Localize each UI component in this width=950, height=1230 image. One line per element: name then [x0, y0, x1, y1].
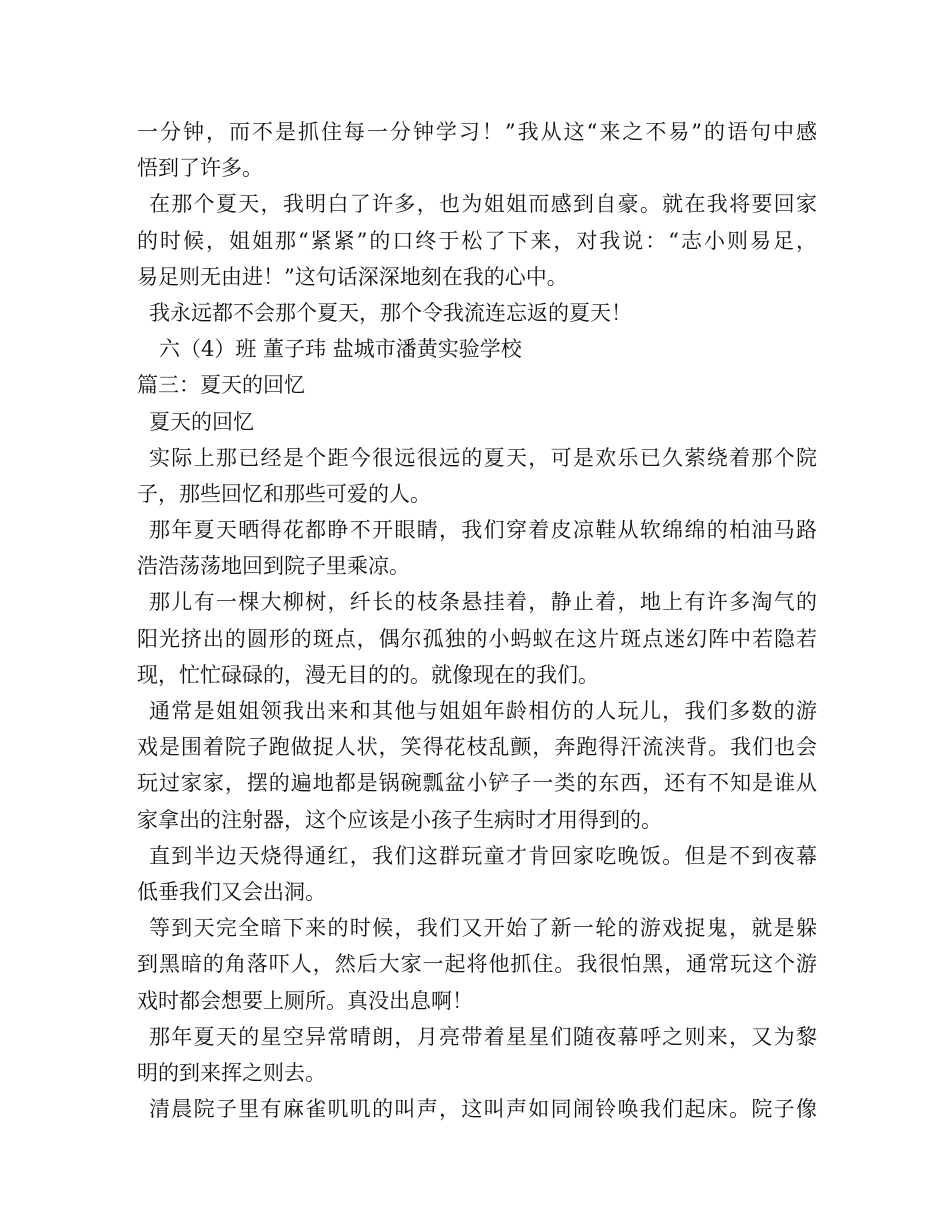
text-line: 戏是围着院子跑做捉人状，笑得花枝乱颤，奔跑得汗流浃背。我们也会 — [137, 735, 817, 760]
text-line: 玩过家家，摆的遍地都是锅碗瓢盆小铲子一类的东西，还有不知是谁从 — [137, 771, 817, 796]
text-line: 明的到来挥之则去。 — [137, 1060, 326, 1085]
text-line: 子，那些回忆和那些可爱的人。 — [137, 481, 431, 506]
paragraph-line: 那儿有一棵大柳树，纤长的枝条悬挂着，静止着，地上有许多淘气的 — [149, 590, 817, 615]
essay-title: 夏天的回忆 — [149, 409, 254, 434]
paragraph-line: 通常是姐姐领我出来和其他与姐姐年龄相仿的人玩儿，我们多数的游 — [149, 699, 817, 723]
text-line: 家拿出的注射器，这个应该是小孩子生病时才用得到的。 — [137, 807, 662, 832]
paragraph-line: 实际上那已经是个距今很远很远的夏天，可是欢乐已久萦绕着那个院 — [149, 445, 817, 470]
section-heading: 篇三：夏天的回忆 — [137, 373, 305, 398]
paragraph-line: 在那个夏天，我明白了许多，也为姐姐而感到自豪。就在我将要回家 — [149, 192, 817, 217]
text-line: 易足则无由进！”这句话深深地刻在我的心中。 — [137, 264, 568, 289]
paragraph-line: 那年夏天的星空异常晴朗，月亮带着星星们随夜幕呼之则来，又为黎 — [149, 1024, 817, 1049]
text-line: 的时候，姐姐那“紧紧”的口终于松了下来，对我说：“志小则易足， — [137, 228, 817, 253]
paragraph-line: 那年夏天晒得花都睁不开眼睛，我们穿着皮凉鞋从软绵绵的柏油马路 — [149, 518, 817, 543]
text-line: 现，忙忙碌碌的，漫无目的的。就像现在的我们。 — [137, 662, 599, 687]
text-line: 到黑暗的角落吓人，然后大家一起将他抓住。我很怕黑，通常玩这个游 — [137, 952, 817, 977]
text-line: 悟到了许多。 — [137, 156, 263, 181]
paragraph-line: 等到天完全暗下来的时候，我们又开始了新一轮的游戏捉鬼，就是躲 — [149, 916, 817, 941]
text-line: 低垂我们又会出洞。 — [137, 879, 326, 904]
text-line: 一分钟，而不是抓住每一分钟学习！”我从这“来之不易”的语句中感 — [137, 120, 817, 144]
paragraph-line: 我永远都不会那个夏天，那个令我流连忘返的夏天！ — [149, 300, 632, 325]
author-byline: 六（4）班 董子玮 盐城市潘黄实验学校 — [159, 337, 522, 362]
paragraph-line: 直到半边天烧得通红，我们这群玩童才肯回家吃晚饭。但是不到夜幕 — [149, 843, 817, 868]
document-body — [137, 114, 817, 1127]
text-line: 阳光挤出的圆形的斑点，偶尔孤独的小蚂蚁在这片斑点迷幻阵中若隐若 — [137, 626, 817, 651]
text-line: 浩浩荡荡地回到院子里乘凉。 — [137, 554, 410, 579]
paragraph-line: 清晨院子里有麻雀叽叽的叫声，这叫声如同闹铃唤我们起床。院子像 — [149, 1097, 817, 1122]
text-line: 戏时都会想要上厕所。真没出息啊！ — [137, 988, 473, 1013]
